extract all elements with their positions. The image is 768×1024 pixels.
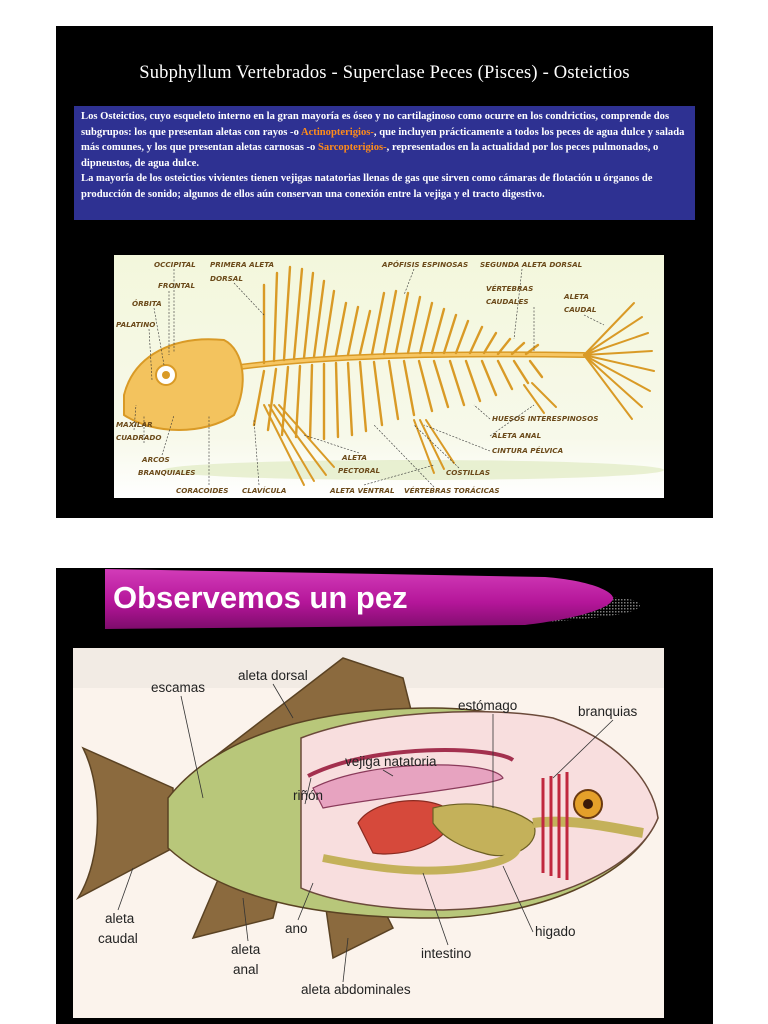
description-box (74, 106, 695, 220)
label-segunda-aleta: SEGUNDA ALETA DORSAL (480, 260, 583, 269)
label-clavicula: CLAVÍCULA (242, 486, 287, 495)
label-coracoides: CORACOIDES (176, 486, 229, 495)
label-aleta-abdominales: aleta abdominales (301, 982, 411, 997)
label-primera-aleta: PRIMERA ALETA (210, 260, 275, 269)
label-vertebras-caudales-2: CAUDALES (486, 297, 529, 306)
highlight-sarcopterigios: Sarcopterigios- (318, 142, 387, 154)
label-cintura-pelvica: CINTURA PÉLVICA (492, 446, 564, 455)
paragraph-text-1: Los Osteictios, cuyo esqueleto interno en la gran mayoría es óseo y no cartilaginoso como ocurre en los condrictios, comprende dos subgrupos: los que presentan aletas con rayos -o (81, 111, 670, 138)
label-aleta-pectoral-1: ALETA (342, 453, 367, 462)
slide-title: Subphyllum Vertebrados - Superclase Peces (Pisces) - Osteictios (139, 63, 630, 83)
label-escamas: escamas (151, 680, 206, 695)
label-rinon: riñón (293, 788, 324, 803)
label-aleta-anal-2: anal (233, 962, 259, 977)
label-aleta-caudal-2: caudal (98, 931, 138, 946)
label-branquias: branquias (578, 704, 638, 719)
label-aleta-caudal-1: ALETA (564, 292, 589, 301)
slide-title: Observemos un pez (113, 580, 408, 615)
slide-osteictios (56, 26, 713, 518)
label-estomago: estómago (458, 698, 518, 713)
label-occipital: OCCIPITAL (154, 260, 196, 269)
fish-skeleton-diagram (114, 255, 664, 498)
label-arcos: ARCOS (142, 455, 170, 464)
label-aleta-dorsal: aleta dorsal (238, 668, 308, 683)
label-aleta-anal-1: aleta (231, 942, 261, 957)
label-frontal: FRONTAL (158, 281, 196, 290)
label-vertebras-toracicas: VÉRTEBRAS TORÁCICAS (404, 486, 500, 495)
label-higado: higado (535, 924, 576, 939)
label-vejiga-natatoria: vejiga natatoria (345, 754, 437, 769)
label-ano: ano (285, 921, 308, 936)
label-cuadrado: CUADRADO (116, 433, 162, 442)
label-apofisis: APÓFISIS ESPINOSAS (382, 260, 469, 269)
label-huesos-interespinosos: HUESOS INTERESPINOSOS (492, 414, 599, 423)
label-aleta-pectoral-2: PECTORAL (338, 466, 381, 475)
label-orbita: ÓRBITA (132, 299, 162, 308)
label-aleta-ventral: ALETA VENTRAL (330, 486, 395, 495)
label-vertebras-caudales-1: VÉRTEBRAS (486, 284, 534, 293)
slide-observemos (56, 568, 713, 1024)
highlight-actinopterigios: Actinopterigios- (300, 126, 374, 138)
label-dorsal: DORSAL (210, 274, 243, 283)
label-palatino: PALATINO (116, 320, 156, 329)
paragraph-text-4: La mayoría de los osteictios vivientes tienen vejigas natatorias llenas de gas que sirven como cámaras de flotación u órganos de producción de sonido; algunos de ellos aún conservan una conexión entre la vejiga y el tracto digestivo. (81, 173, 653, 200)
label-branquiales: BRANQUIALES (138, 468, 196, 477)
label-aleta-caudal-1: aleta (105, 911, 135, 926)
label-aleta-caudal-2: CAUDAL (564, 305, 597, 314)
label-aleta-anal: ALETA ANAL (492, 431, 542, 440)
paragraph-text-3: , representados en la actualidad por los peces pulmonados, o dipneustos, de agua dulce. (81, 142, 659, 169)
fish-anatomy-diagram (73, 648, 664, 1018)
label-maxilar: MAXILAR (116, 420, 153, 429)
paragraph-text-2: , que incluyen prácticamente a todos los peces de agua dulce y salada más comunes, y los que presentan aletas carnosas -o (81, 126, 685, 154)
label-costillas: COSTILLAS (446, 468, 491, 477)
label-intestino: intestino (421, 946, 472, 961)
